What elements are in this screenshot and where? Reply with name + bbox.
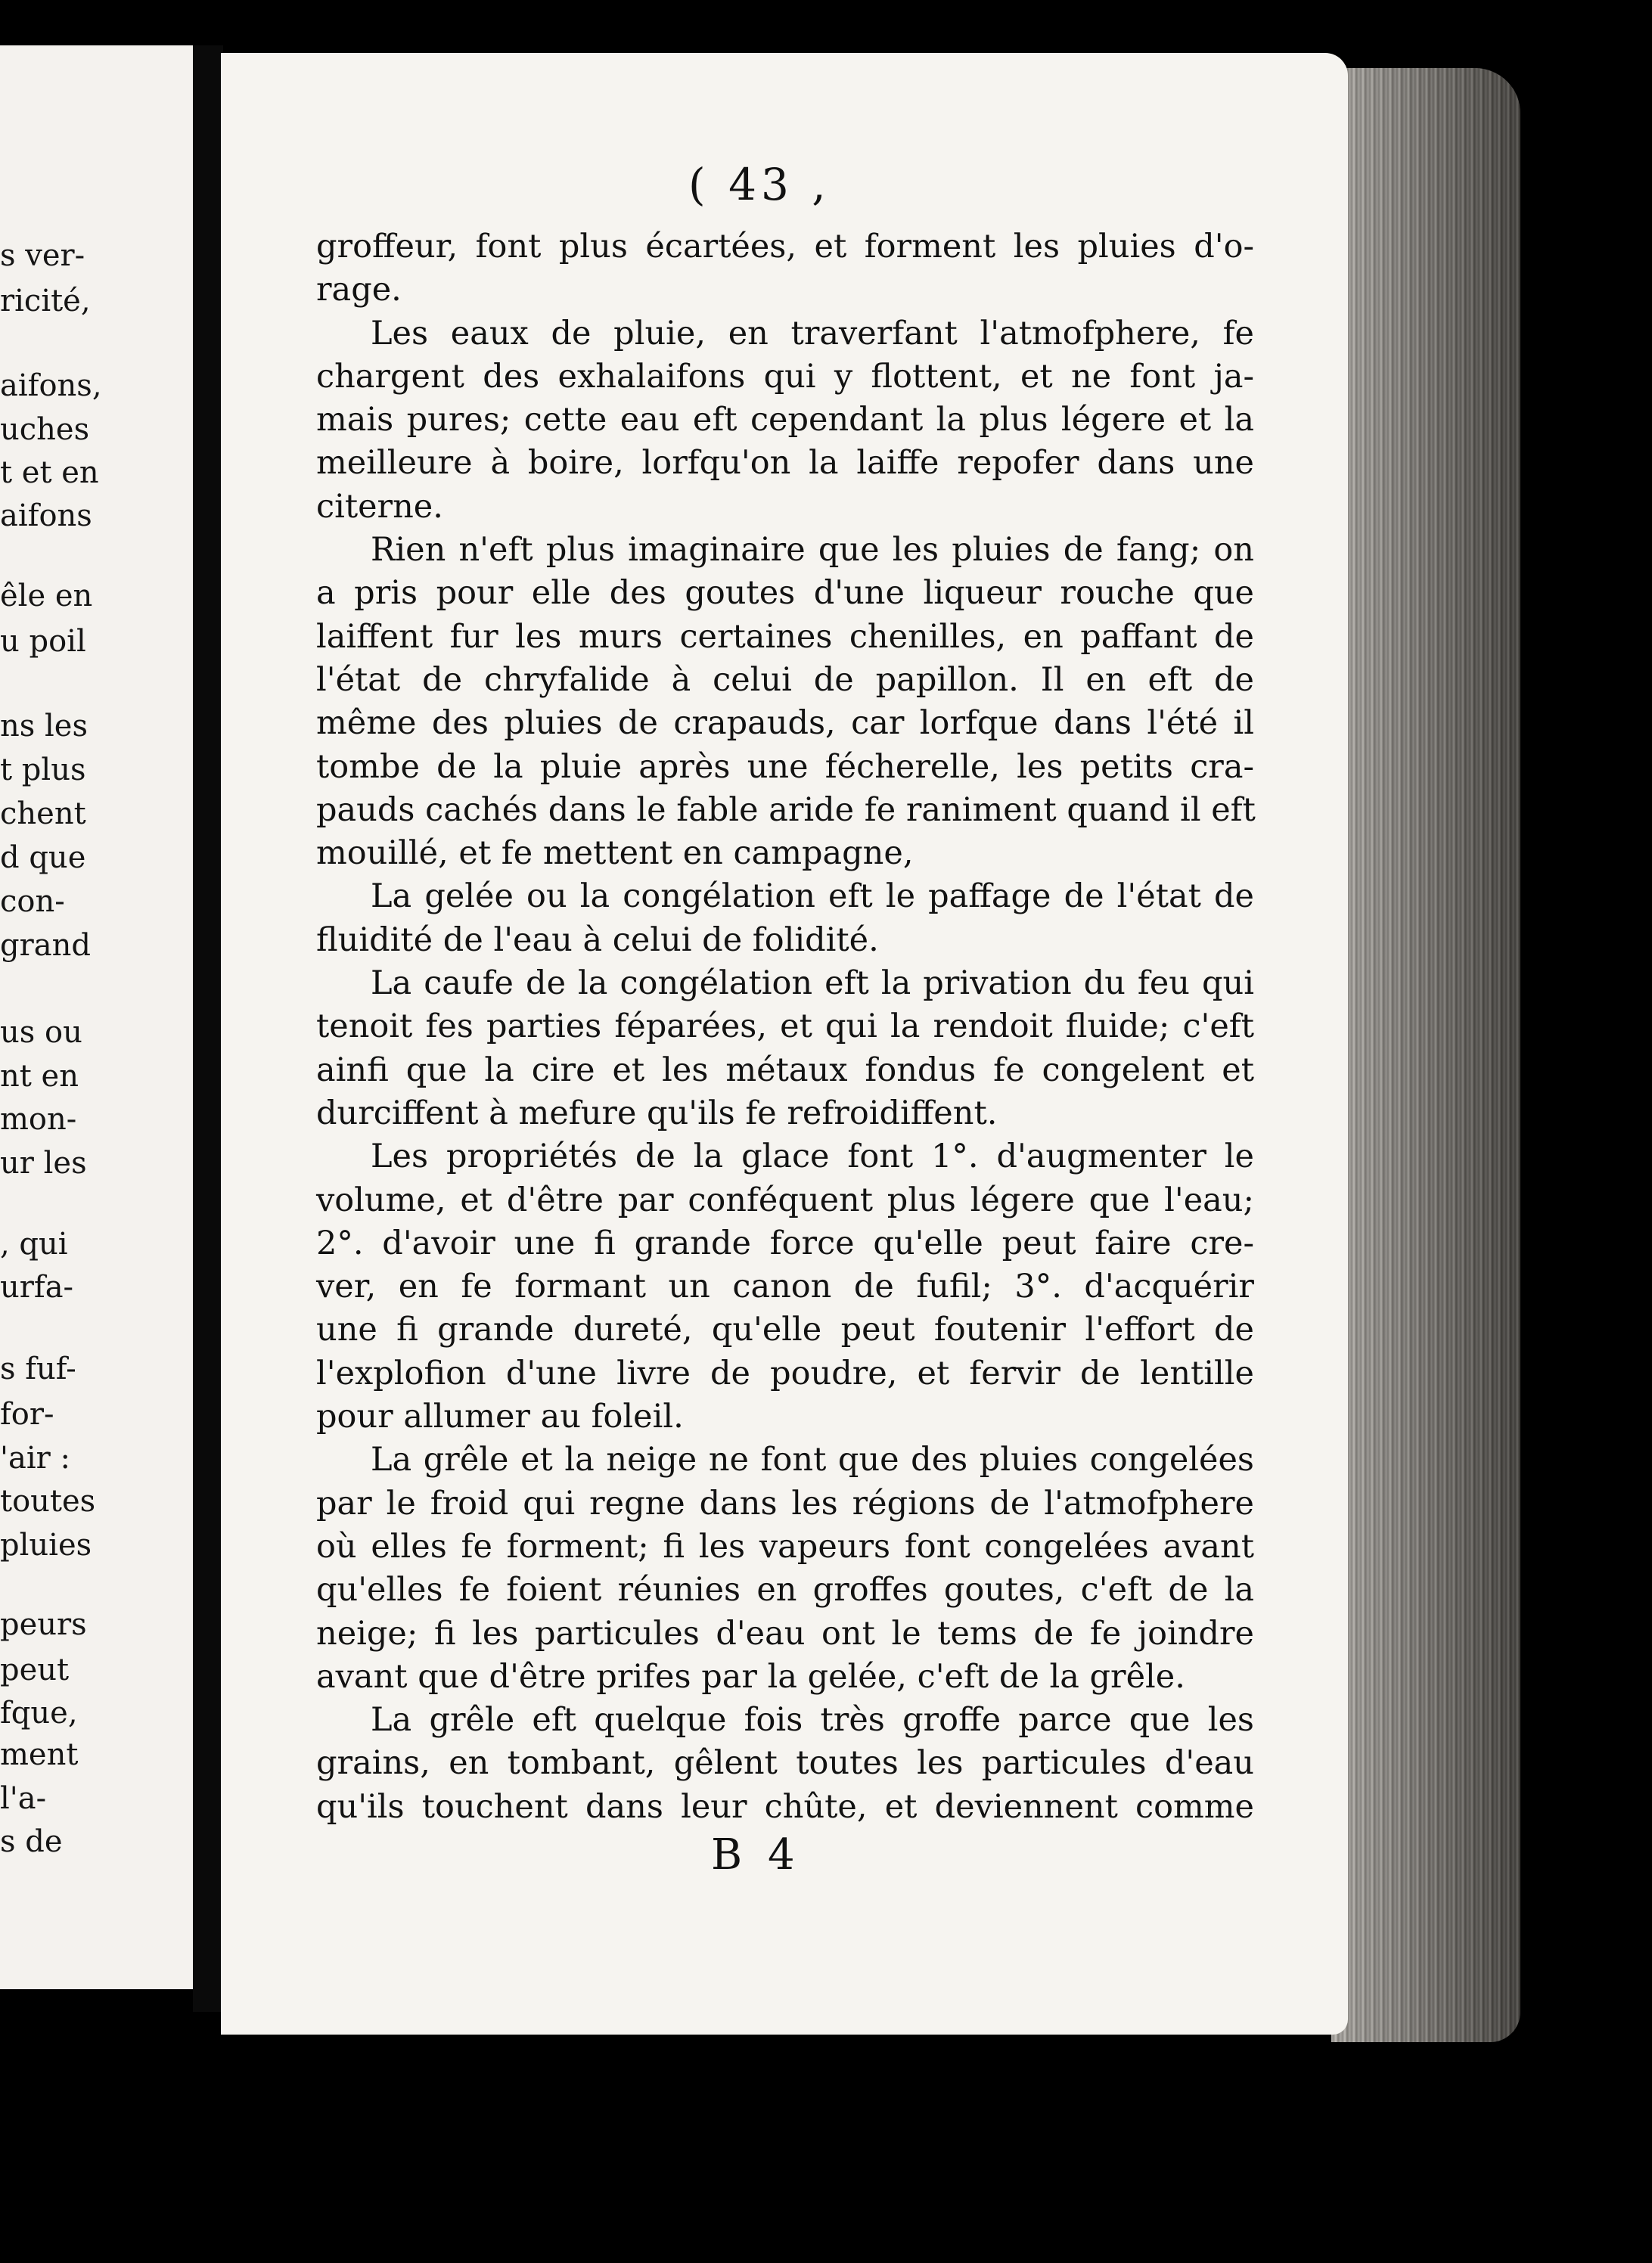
left-fragment: t et en xyxy=(0,455,99,490)
text-line: Rien n'eft plus imaginaire que les pluies de fang; on xyxy=(371,531,1254,570)
book-gutter xyxy=(193,45,223,2012)
left-fragment: l'a- xyxy=(0,1781,47,1816)
text-line: La grêle et la neige ne font que des pluies congelées xyxy=(371,1441,1254,1479)
left-fragment: 'air : xyxy=(0,1441,70,1476)
left-fragment: us ou xyxy=(0,1015,82,1050)
text-line: même des pluies de crapauds, car lorfque dans l'été il xyxy=(316,704,1254,743)
left-fragment: fque, xyxy=(0,1696,78,1731)
left-fragment: chent xyxy=(0,796,86,831)
left-fragment: con- xyxy=(0,884,65,919)
text-line: qu'ils touchent dans leur chûte, et deviennent comme xyxy=(316,1787,1254,1826)
left-fragment: d que xyxy=(0,840,86,875)
left-fragment: ur les xyxy=(0,1146,87,1181)
catchword-signature: B 4 xyxy=(711,1830,801,1880)
text-line: Les eaux de pluie, en traverfant l'atmofphere, fe xyxy=(371,314,1254,352)
left-fragment: pluies xyxy=(0,1528,92,1563)
left-fragment: ricité, xyxy=(0,284,91,318)
left-fragment: t plus xyxy=(0,753,86,787)
text-line: a pris pour elle des goutes d'une liqueur rouche que xyxy=(316,574,1254,613)
text-line: une fi grande dureté, qu'elle peut foutenir l'effort de xyxy=(316,1311,1254,1349)
text-line: où elles fe forment; fi les vapeurs font congelées avant xyxy=(316,1527,1254,1566)
page-number: ( 43 , xyxy=(688,159,831,210)
text-line: avant que d'être prifes par la gelée, c'eft de la grêle. xyxy=(316,1657,1185,1696)
text-line: rage. xyxy=(316,271,402,309)
text-line: La caufe de la congélation eft la privation du feu qui xyxy=(371,964,1254,1003)
left-fragment: mon- xyxy=(0,1102,77,1137)
left-fragment: grand xyxy=(0,928,91,963)
left-fragment: ment xyxy=(0,1737,79,1772)
text-line: l'état de chryfalide à celui de papillon. Il en eft de xyxy=(316,660,1254,699)
left-page-text xyxy=(0,45,193,1989)
text-line: pour allumer au foleil. xyxy=(316,1398,684,1436)
text-line: La gelée ou la congélation eft le paffage de l'état de xyxy=(371,877,1254,916)
book-fore-edge-shade xyxy=(1331,68,1520,2042)
text-line: La grêle eft quelque fois très groffe parce que les xyxy=(371,1701,1254,1740)
left-fragment: s fuf- xyxy=(0,1352,76,1386)
text-line: chargent des exhalaifons qui y flottent, et ne font ja- xyxy=(316,357,1254,396)
left-fragment: aifons, xyxy=(0,368,102,403)
left-fragment: urfa- xyxy=(0,1270,74,1305)
text-line: volume, et d'être par conféquent plus légere que l'eau; xyxy=(316,1181,1254,1219)
text-line: ver, en fe formant un canon de fufil; 3°. d'acquérir xyxy=(316,1268,1254,1306)
left-fragment: êle en xyxy=(0,579,93,613)
left-fragment: aifons xyxy=(0,498,92,533)
text-line: groffeur, font plus écartées, et forment les pluies d'o- xyxy=(316,228,1254,265)
text-line: fluidité de l'eau à celui de folidité. xyxy=(316,920,879,959)
left-fragment: for- xyxy=(0,1397,54,1432)
page-body-text xyxy=(316,225,1254,1829)
left-fragment: nt en xyxy=(0,1059,79,1094)
text-line: qu'elles fe foient réunies en groffes goutes, c'eft de la xyxy=(316,1571,1254,1610)
text-line: grains, en tombant, gêlent toutes les particules d'eau xyxy=(316,1744,1254,1783)
text-line: pauds cachés dans le fable aride fe raniment quand il eft xyxy=(316,790,1256,829)
text-line: Les propriétés de la glace font 1°. d'augmenter le xyxy=(371,1138,1254,1176)
left-fragment: , qui xyxy=(0,1227,68,1262)
text-line: ainfi que la cire et les métaux fondus fe congelent et xyxy=(316,1051,1254,1089)
text-line: laiffent fur les murs certaines chenilles, en paffant de xyxy=(316,617,1254,656)
left-fragment: toutes xyxy=(0,1484,96,1519)
text-line: durciffent à mefure qu'ils fe refroidiffent. xyxy=(316,1094,998,1132)
left-fragment: ns les xyxy=(0,709,88,743)
text-line: l'explofion d'une livre de poudre, et fervir de lentille xyxy=(316,1354,1254,1392)
left-fragment: uches xyxy=(0,412,90,447)
left-fragment: s ver- xyxy=(0,238,85,273)
text-line: tenoit fes parties féparées, et qui la rendoit fluide; c'eft xyxy=(316,1007,1254,1046)
left-fragment: u poil xyxy=(0,624,86,659)
text-line: par le froid qui regne dans les régions de l'atmofphere xyxy=(316,1484,1254,1523)
text-line: citerne. xyxy=(316,487,443,526)
text-line: tombe de la pluie après une fécherelle, les petits cra- xyxy=(316,747,1254,786)
text-line: 2°. d'avoir une fi grande force qu'elle peut faire cre- xyxy=(316,1224,1254,1262)
left-fragment: peurs xyxy=(0,1607,87,1642)
text-line: neige; fi les particules d'eau ont le tems de fe joindre xyxy=(316,1614,1254,1653)
text-line: mais pures; cette eau eft cependant la plus légere et la xyxy=(316,401,1254,439)
left-page xyxy=(0,45,197,1989)
text-line: meilleure à boire, lorfqu'on la laiffe repofer dans une xyxy=(316,444,1254,483)
left-fragment: peut xyxy=(0,1653,70,1687)
text-line: mouillé, et fe mettent en campagne, xyxy=(316,834,914,873)
left-fragment: s de xyxy=(0,1824,63,1859)
